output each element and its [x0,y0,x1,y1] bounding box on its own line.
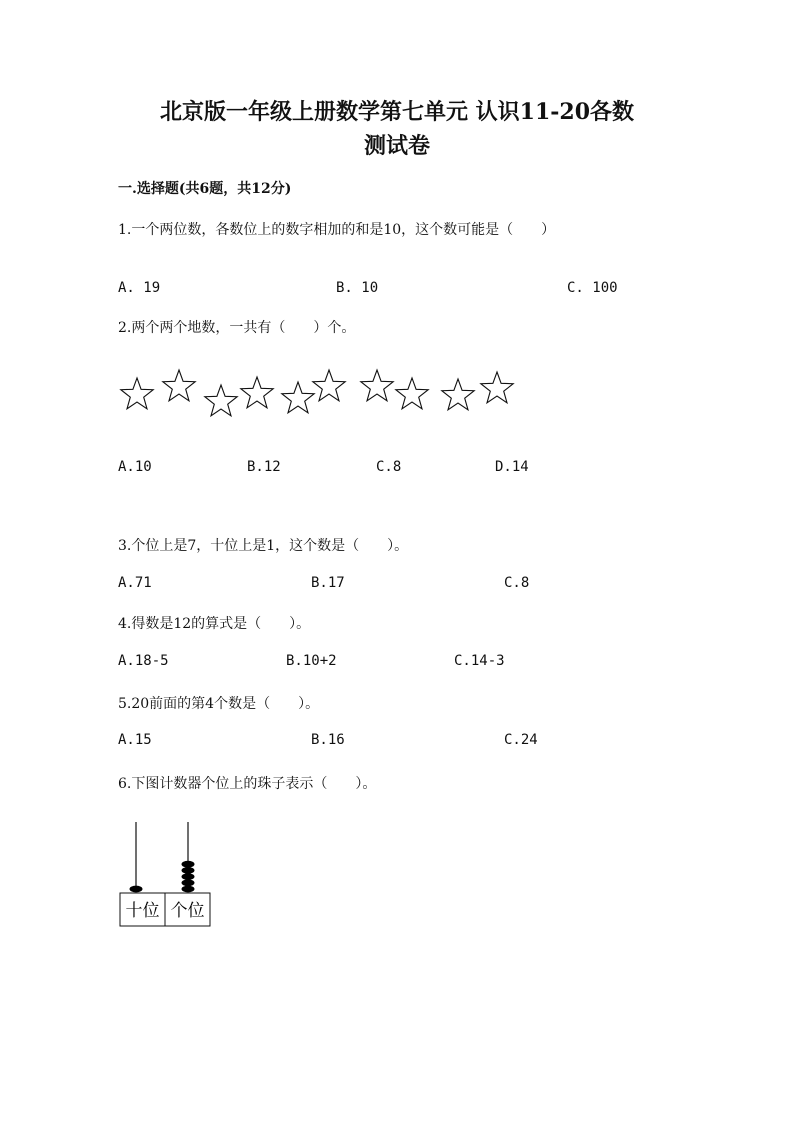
question-4: 4.得数是12的算式是（ ）。 [118,616,311,632]
page-title: 北京版一年级上册数学第七单元 认识11-20各数 [159,99,635,125]
abacus-bead [182,879,195,886]
q4-option-b[interactable]: B.10+2 [286,653,337,669]
abacus-bead [182,867,195,874]
star-outline-icon [396,378,428,409]
question-1: 1.一个两位数，各数位上的数字相加的和是10，这个数可能是（ ） [118,222,556,238]
star-outline-icon [442,379,474,410]
q5-option-b[interactable]: B.16 [311,732,345,748]
q2-option-a[interactable]: A.10 [118,459,152,475]
star-outline-icon [481,372,513,403]
q3-option-a[interactable]: A.71 [118,575,152,591]
q1-option-c[interactable]: C. 100 [567,280,618,296]
q3-option-b[interactable]: B.17 [311,575,345,591]
star-outline-icon [241,377,273,408]
q1-option-a[interactable]: A. 19 [118,280,161,296]
q2-option-b[interactable]: B.12 [247,459,281,475]
q2-option-c[interactable]: C.8 [376,459,402,475]
star-outline-icon [282,382,314,413]
tens-beads [130,886,143,893]
question-5: 5.20前面的第4个数是（ ）。 [118,696,320,712]
q4-option-c[interactable]: C.14-3 [454,653,505,669]
question-6: 6.下图计数器个位上的珠子表示（ ）。 [118,776,377,792]
q3-option-c[interactable]: C.8 [504,575,530,591]
abacus-bead [130,886,143,893]
star-outline-icon [205,385,237,416]
abacus-bead [182,861,195,868]
q5-option-c[interactable]: C.24 [504,732,538,748]
page-title-line2: 测试卷 [363,133,430,159]
q1-option-b[interactable]: B. 10 [336,280,379,296]
section-heading: 一.选择题(共6题，共12分) [118,181,292,197]
abacus-bead [182,873,195,880]
q2-option-d[interactable]: D.14 [495,459,529,475]
question-3: 3.个位上是7，十位上是1，这个数是（ ）。 [118,538,409,554]
star-outline-icon [163,370,195,401]
abacus-bead [182,886,195,893]
star-outline-icon [361,370,393,401]
q5-option-a[interactable]: A.15 [118,732,152,748]
ones-label: 个位 [170,901,205,921]
ones-beads [182,861,195,893]
question-2: 2.两个两个地数，一共有（ ）个。 [118,320,356,336]
q4-option-a[interactable]: A.18-5 [118,653,169,669]
star-outline-icon [313,370,345,401]
tens-label: 十位 [125,901,160,921]
star-outline-icon [121,378,153,409]
abacus-figure [118,820,214,930]
stars-figure [115,366,525,422]
